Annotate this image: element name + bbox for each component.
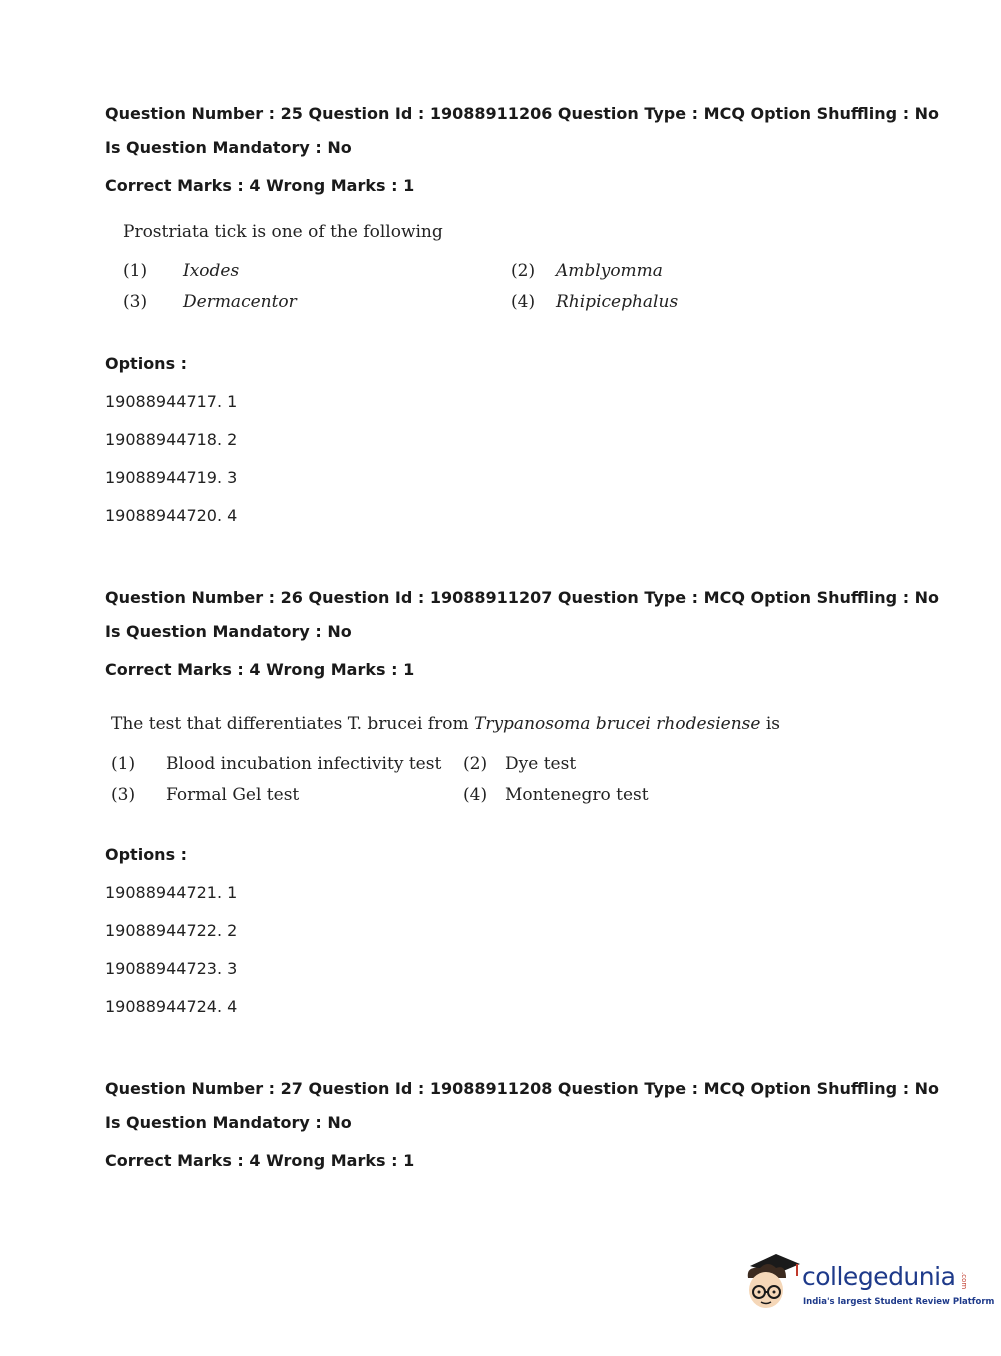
choice-number: (1) [111, 754, 136, 774]
question-mandatory: Is Question Mandatory : No [105, 622, 352, 641]
logo-suffix: .com [960, 1272, 968, 1290]
collegedunia-logo [742, 1248, 995, 1318]
mascot-icon [742, 1248, 804, 1318]
choice-text: Rhipicephalus [556, 292, 679, 312]
options-label: Options : [105, 845, 188, 864]
choice-text: Blood incubation infectivity test [166, 754, 442, 774]
question-mandatory: Is Question Mandatory : No [105, 1113, 352, 1132]
options-label: Options : [105, 354, 188, 373]
choice-text: Formal Gel test [166, 785, 300, 805]
stem-species: Trypanosoma brucei rhodesiense [473, 714, 761, 734]
choice-number: (2) [511, 261, 536, 281]
choice-text: Dermacentor [183, 292, 297, 312]
option-line: 19088944724. 4 [105, 997, 238, 1016]
option-line: 19088944719. 3 [105, 468, 238, 487]
choice-text: Ixodes [183, 261, 240, 281]
question-mandatory: Is Question Mandatory : No [105, 138, 352, 157]
choice-number: (3) [123, 292, 148, 312]
question-meta: Question Number : 26 Question Id : 19088911207 Question Type : MCQ Option Shuffling : No [105, 588, 940, 607]
option-line: 19088944723. 3 [105, 959, 238, 978]
option-line: 19088944721. 1 [105, 883, 238, 902]
question-stem: Prostriata tick is one of the following [123, 222, 443, 242]
choice-number: (2) [463, 754, 488, 774]
choice-text: Amblyomma [556, 261, 663, 281]
question-marks: Correct Marks : 4 Wrong Marks : 1 [105, 176, 415, 195]
choice-text: Dye test [505, 754, 577, 774]
question-meta: Question Number : 25 Question Id : 19088911206 Question Type : MCQ Option Shuffling : No [105, 104, 940, 123]
stem-suffix: is [760, 714, 781, 734]
choice-number: (1) [123, 261, 148, 281]
logo-tagline: India's largest Student Review Platform [803, 1297, 995, 1307]
choice-number: (3) [111, 785, 136, 805]
question-meta: Question Number : 27 Question Id : 19088911208 Question Type : MCQ Option Shuffling : No [105, 1079, 940, 1098]
question-stem [111, 714, 780, 734]
option-line: 19088944722. 2 [105, 921, 238, 940]
option-line: 19088944717. 1 [105, 392, 238, 411]
option-line: 19088944720. 4 [105, 506, 238, 525]
choice-number: (4) [511, 292, 536, 312]
choice-number: (4) [463, 785, 488, 805]
question-marks: Correct Marks : 4 Wrong Marks : 1 [105, 660, 415, 679]
logo-brand: collegedunia [802, 1262, 956, 1291]
choice-text: Montenegro test [505, 785, 649, 805]
option-line: 19088944718. 2 [105, 430, 238, 449]
question-marks: Correct Marks : 4 Wrong Marks : 1 [105, 1151, 415, 1170]
stem-text: The test that differentiates T. brucei from [111, 714, 474, 734]
